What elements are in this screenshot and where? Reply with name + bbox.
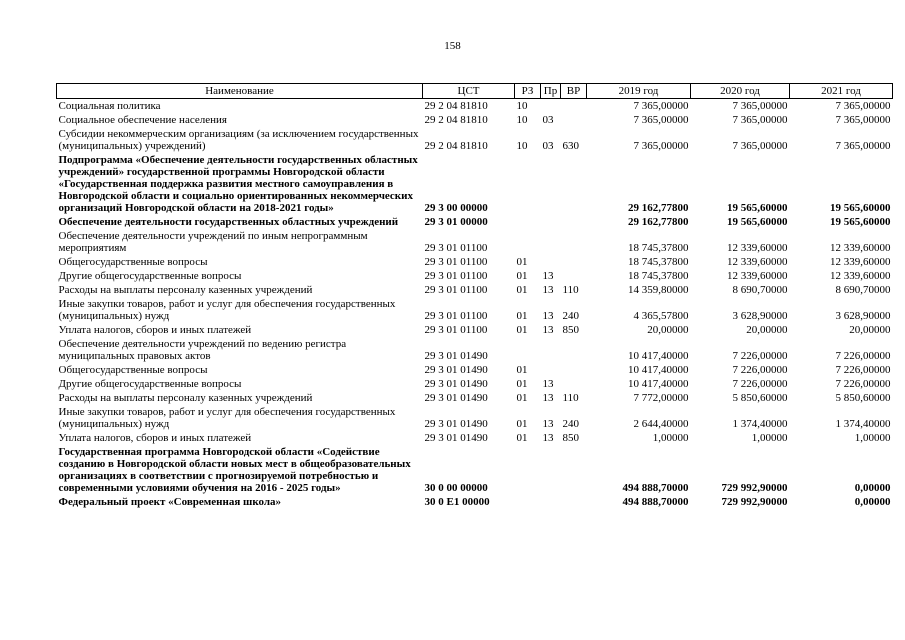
row-cst: 29 3 00 00000 xyxy=(424,202,488,214)
row-value-2021: 7 365,00000 xyxy=(835,100,891,112)
row-rz xyxy=(515,445,541,495)
table-row xyxy=(57,445,893,495)
row-vr xyxy=(561,269,587,283)
row-name: Другие общегосударственные вопросы xyxy=(58,378,242,390)
row-cst: 29 2 04 81810 xyxy=(424,140,488,152)
row-pr xyxy=(541,255,561,269)
table-row xyxy=(57,113,893,127)
row-vr xyxy=(561,255,587,269)
row-pr: 13 xyxy=(542,284,554,296)
row-pr xyxy=(541,445,561,495)
table-row xyxy=(57,297,893,323)
row-cst: 30 0 00 00000 xyxy=(424,482,488,494)
row-pr xyxy=(541,99,561,114)
row-cst: 29 3 01 01490 xyxy=(424,378,488,390)
row-cst: 29 3 01 01100 xyxy=(424,324,488,336)
row-cst: 29 3 01 01100 xyxy=(424,270,488,282)
row-rz xyxy=(515,215,541,229)
header-rz: РЗ xyxy=(515,84,541,99)
row-value-2021: 19 565,60000 xyxy=(830,202,891,214)
row-value-2021: 7 226,00000 xyxy=(835,378,891,390)
row-rz: 01 xyxy=(516,310,528,322)
row-value-2019: 10 417,40000 xyxy=(628,378,689,390)
header-2021: 2021 год xyxy=(790,84,893,99)
row-value-2021: 7 226,00000 xyxy=(835,364,891,376)
row-name: Уплата налогов, сборов и иных платежей xyxy=(58,324,252,336)
row-value-2020: 12 339,60000 xyxy=(727,256,788,268)
row-value-2021: 1 374,40000 xyxy=(835,418,891,430)
row-vr: 110 xyxy=(562,284,579,296)
header-name: Наименование xyxy=(57,84,423,99)
row-value-2020: 12 339,60000 xyxy=(727,270,788,282)
row-cst: 29 2 04 81810 xyxy=(424,100,488,112)
row-vr: 850 xyxy=(562,432,579,444)
row-name: Иные закупки товаров, работ и услуг для обеспечения государственных (муниципальных) нужд xyxy=(58,406,396,430)
page-number: 158 xyxy=(444,40,461,52)
row-pr xyxy=(541,215,561,229)
row-name: Расходы на выплаты персоналу казенных учреждений xyxy=(58,392,313,404)
row-value-2020: 12 339,60000 xyxy=(727,242,788,254)
table-row xyxy=(57,405,893,431)
row-value-2021: 7 365,00000 xyxy=(835,114,891,126)
row-vr xyxy=(561,113,587,127)
row-rz: 01 xyxy=(516,284,528,296)
row-name: Социальная политика xyxy=(58,100,161,112)
row-pr: 13 xyxy=(542,324,554,336)
row-value-2020: 1 374,40000 xyxy=(732,418,788,430)
row-vr xyxy=(561,337,587,363)
row-cst: 29 3 01 00000 xyxy=(424,216,488,228)
row-name: Иные закупки товаров, работ и услуг для обеспечения государственных (муниципальных) нужд xyxy=(58,298,396,322)
row-value-2020: 729 992,90000 xyxy=(721,496,788,508)
table-header-row xyxy=(57,84,893,99)
row-cst: 29 3 01 01100 xyxy=(424,242,488,254)
row-value-2021: 12 339,60000 xyxy=(830,256,891,268)
table-row xyxy=(57,391,893,405)
table-body xyxy=(57,99,893,510)
row-pr xyxy=(541,337,561,363)
row-rz: 10 xyxy=(516,140,528,152)
row-name: Расходы на выплаты персоналу казенных учреждений xyxy=(58,284,313,296)
row-rz: 01 xyxy=(516,270,528,282)
row-vr xyxy=(561,445,587,495)
row-pr: 13 xyxy=(542,310,554,322)
row-value-2021: 7 226,00000 xyxy=(835,350,891,362)
row-value-2020: 20,00000 xyxy=(746,324,788,336)
row-value-2021: 1,00000 xyxy=(854,432,891,444)
row-value-2021: 7 365,00000 xyxy=(835,140,891,152)
table-row xyxy=(57,269,893,283)
table-row xyxy=(57,215,893,229)
row-value-2019: 29 162,77800 xyxy=(628,202,689,214)
row-value-2019: 4 365,57800 xyxy=(633,310,689,322)
row-value-2019: 10 417,40000 xyxy=(628,350,689,362)
row-cst: 29 2 04 81810 xyxy=(424,114,488,126)
row-rz: 10 xyxy=(516,100,528,112)
table-row xyxy=(57,127,893,153)
row-name: Субсидии некоммерческим организациям (за исключением государственных (муниципальных) учреждений) xyxy=(58,128,419,152)
row-value-2020: 7 226,00000 xyxy=(732,364,788,376)
row-value-2019: 494 888,70000 xyxy=(622,496,689,508)
table-row xyxy=(57,153,893,215)
row-rz xyxy=(515,495,541,509)
row-cst: 29 3 01 01100 xyxy=(424,310,488,322)
row-cst: 29 3 01 01100 xyxy=(424,284,488,296)
row-value-2021: 0,00000 xyxy=(854,482,891,494)
row-value-2020: 7 226,00000 xyxy=(732,350,788,362)
row-value-2020: 19 565,60000 xyxy=(727,202,788,214)
row-pr: 13 xyxy=(542,270,554,282)
row-pr xyxy=(541,363,561,377)
row-value-2021: 5 850,60000 xyxy=(835,392,891,404)
table-row xyxy=(57,323,893,337)
row-rz xyxy=(515,153,541,215)
row-value-2020: 1,00000 xyxy=(751,432,788,444)
row-value-2020: 729 992,90000 xyxy=(721,482,788,494)
table-row xyxy=(57,495,893,509)
row-vr xyxy=(561,495,587,509)
row-value-2019: 10 417,40000 xyxy=(628,364,689,376)
row-value-2019: 7 365,00000 xyxy=(633,100,689,112)
row-value-2019: 18 745,37800 xyxy=(628,270,689,282)
row-value-2020: 7 226,00000 xyxy=(732,378,788,390)
table-row xyxy=(57,431,893,445)
row-rz: 01 xyxy=(516,324,528,336)
row-value-2021: 8 690,70000 xyxy=(835,284,891,296)
row-vr: 240 xyxy=(562,418,579,430)
row-vr xyxy=(561,229,587,255)
row-name: Социальное обеспечение населения xyxy=(58,114,227,126)
row-rz: 01 xyxy=(516,364,528,376)
row-value-2019: 7 365,00000 xyxy=(633,140,689,152)
table-row xyxy=(57,99,893,114)
table-row xyxy=(57,363,893,377)
row-rz xyxy=(515,337,541,363)
row-pr xyxy=(541,495,561,509)
header-2019: 2019 год xyxy=(587,84,691,99)
row-rz: 10 xyxy=(516,114,528,126)
row-vr xyxy=(561,377,587,391)
row-value-2020: 7 365,00000 xyxy=(732,100,788,112)
header-pr: Пр xyxy=(541,84,561,99)
row-name: Уплата налогов, сборов и иных платежей xyxy=(58,432,252,444)
row-value-2019: 18 745,37800 xyxy=(628,256,689,268)
row-vr: 110 xyxy=(562,392,579,404)
row-cst: 29 3 01 01490 xyxy=(424,392,488,404)
row-value-2019: 7 772,00000 xyxy=(633,392,689,404)
row-name: Подпрограмма «Обеспечение деятельности государственных областных учреждений» государственной программы Новгородской области «Государственная поддержка развития местного самоуправления в Новгородской области и социально ориентированных некоммерческих организаций Новгородской области на 2018-2021 годы» xyxy=(58,154,418,214)
row-name: Государственная программа Новгородской области «Содействие созданию в Новгородской области новых мест в общеобразовательных организациях в соответствии с прогнозируемой потребностью и современными условиями обучения на 2016 - 2025 годы» xyxy=(58,446,411,494)
table-row xyxy=(57,377,893,391)
row-pr: 13 xyxy=(542,418,554,430)
row-cst: 29 3 01 01490 xyxy=(424,432,488,444)
row-value-2020: 7 365,00000 xyxy=(732,140,788,152)
row-value-2020: 3 628,90000 xyxy=(732,310,788,322)
table-row xyxy=(57,229,893,255)
row-value-2019: 29 162,77800 xyxy=(628,216,689,228)
row-name: Обеспечение деятельности учреждений по иным непрограммным мероприятиям xyxy=(58,230,368,254)
row-vr xyxy=(561,215,587,229)
row-value-2019: 7 365,00000 xyxy=(633,114,689,126)
row-cst: 29 3 01 01490 xyxy=(424,364,488,376)
budget-table xyxy=(56,83,893,509)
row-name: Другие общегосударственные вопросы xyxy=(58,270,242,282)
row-value-2020: 5 850,60000 xyxy=(732,392,788,404)
row-value-2021: 12 339,60000 xyxy=(830,242,891,254)
row-cst: 29 3 01 01490 xyxy=(424,350,488,362)
table-row xyxy=(57,283,893,297)
table-row xyxy=(57,337,893,363)
row-pr: 03 xyxy=(542,140,554,152)
row-rz: 01 xyxy=(516,256,528,268)
row-value-2019: 20,00000 xyxy=(647,324,689,336)
row-rz: 01 xyxy=(516,418,528,430)
row-vr xyxy=(561,99,587,114)
row-value-2021: 12 339,60000 xyxy=(830,270,891,282)
row-cst: 29 3 01 01490 xyxy=(424,418,488,430)
row-value-2019: 2 644,40000 xyxy=(633,418,689,430)
row-vr: 850 xyxy=(562,324,579,336)
row-pr: 13 xyxy=(542,432,554,444)
row-pr: 03 xyxy=(542,114,554,126)
row-pr xyxy=(541,229,561,255)
row-name: Общегосударственные вопросы xyxy=(58,364,208,376)
row-value-2020: 8 690,70000 xyxy=(732,284,788,296)
row-pr: 13 xyxy=(542,392,554,404)
row-vr xyxy=(561,153,587,215)
row-value-2020: 19 565,60000 xyxy=(727,216,788,228)
row-pr xyxy=(541,153,561,215)
row-value-2019: 18 745,37800 xyxy=(628,242,689,254)
row-value-2021: 3 628,90000 xyxy=(835,310,891,322)
header-2020: 2020 год xyxy=(691,84,790,99)
row-value-2021: 0,00000 xyxy=(854,496,891,508)
header-cst: ЦСТ xyxy=(423,84,515,99)
row-vr: 240 xyxy=(562,310,579,322)
header-vr: ВР xyxy=(561,84,587,99)
row-rz: 01 xyxy=(516,432,528,444)
row-cst: 29 3 01 01100 xyxy=(424,256,488,268)
row-rz: 01 xyxy=(516,378,528,390)
row-rz: 01 xyxy=(516,392,528,404)
row-name: Федеральный проект «Современная школа» xyxy=(58,496,282,508)
row-value-2021: 19 565,60000 xyxy=(830,216,891,228)
row-value-2019: 1,00000 xyxy=(652,432,689,444)
row-value-2020: 7 365,00000 xyxy=(732,114,788,126)
row-value-2019: 494 888,70000 xyxy=(622,482,689,494)
row-vr: 630 xyxy=(562,140,579,152)
row-value-2021: 20,00000 xyxy=(849,324,891,336)
row-name: Обеспечение деятельности государственных областных учреждений xyxy=(58,216,399,228)
row-name: Общегосударственные вопросы xyxy=(58,256,208,268)
row-rz xyxy=(515,229,541,255)
row-vr xyxy=(561,363,587,377)
row-name: Обеспечение деятельности учреждений по ведению регистра муниципальных правовых актов xyxy=(58,338,347,362)
row-pr: 13 xyxy=(542,378,554,390)
row-cst: 30 0 E1 00000 xyxy=(424,496,490,508)
row-value-2019: 14 359,80000 xyxy=(628,284,689,296)
table-row xyxy=(57,255,893,269)
